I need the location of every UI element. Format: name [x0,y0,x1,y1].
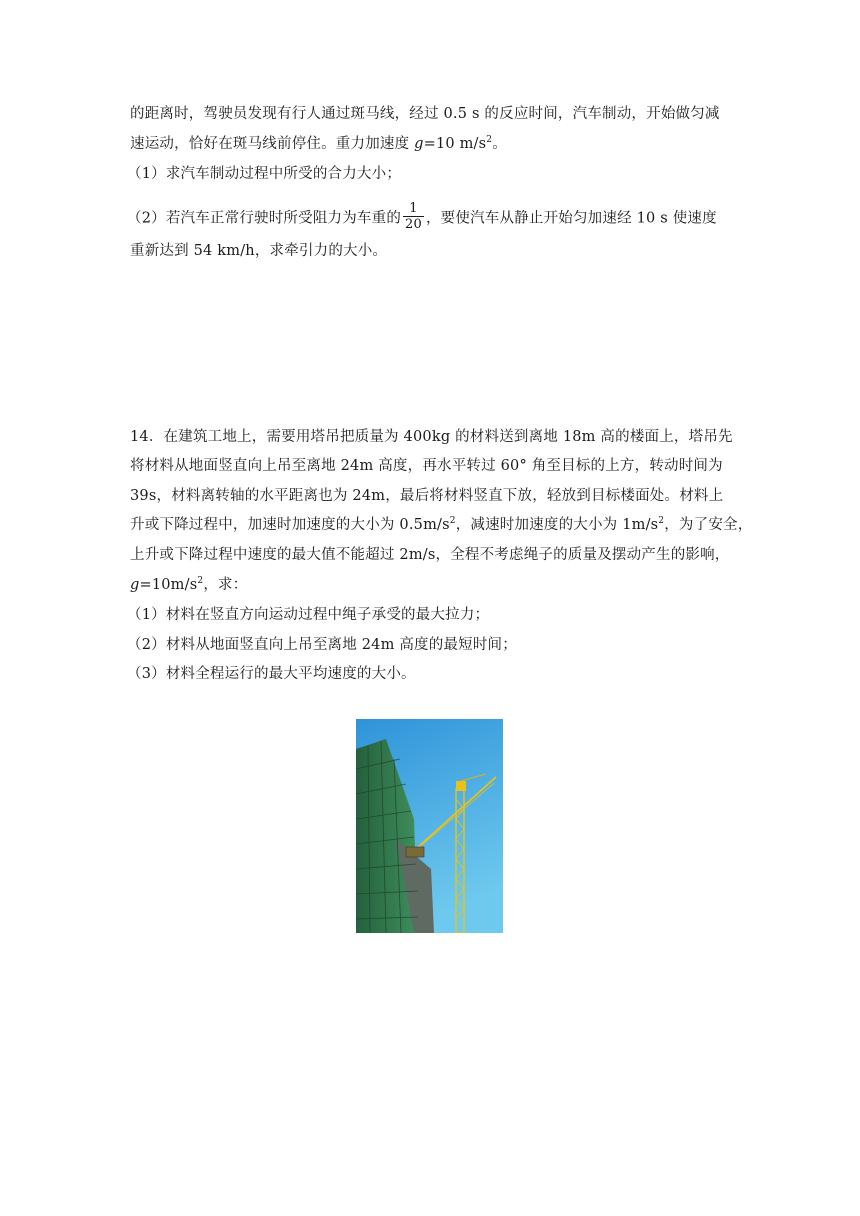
p13-line-2-text: 速运动，恰好在斑马线前停住。重力加速度 [130,136,415,152]
p14-line-4c: ，为了安全， [664,517,753,533]
p13-q2-post: ，要使汽车从静止开始匀加速经 10 s 使速度 [425,210,717,227]
p13-q2-line-2: 重新达到 54 km/h，求牵引力的大小。 [130,243,388,259]
p14-line-1: 14．在建筑工地上，需要用塔吊把质量为 400kg 的材料送到离地 18m 高的楼面上，塔吊先 [130,429,733,445]
fraction-numerator: 1 [403,201,424,217]
p13-q2-pre: （2）若汽车正常行驶时所受阻力为车重的 [127,210,402,227]
p13-question-1: （1）求汽车制动过程中所受的合力大小； [127,166,402,182]
p14-line-4b: ，减速时加速度的大小为 1m/s [455,517,659,533]
superscript-2: 2 [486,135,493,145]
crane-load [406,847,424,857]
gravity-value: =10m/s [139,577,198,593]
p14-question-1: （1）材料在竖直方向运动过程中绳子承受的最大拉力； [127,607,490,623]
p14-line-4a: 升或下降过程中，加速时加速度的大小为 0.5m/s [130,517,450,533]
p13-line-2 [130,134,507,154]
superscript-2: 2 [197,576,204,586]
p14-line-2: 将材料从地面竖直向上吊至离地 24m 高度，再水平转过 60° 角至目标的上方，转动时间为 [130,458,723,474]
gravity-value: =10 m/s [423,136,487,152]
p14-line-4 [130,515,752,535]
crane-construction-photo [356,719,503,933]
p14-line-6b: ，求： [203,577,248,593]
gravity-symbol: g [414,136,424,152]
period: 。 [492,136,507,152]
fraction-denominator: 20 [405,217,422,232]
crane-photo-illustration [356,719,503,933]
fraction-1-20 [403,201,424,232]
gravity-symbol: g [130,577,140,593]
p14-question-2: （2）材料从地面竖直向上吊至离地 24m 高度的最短时间； [127,637,517,653]
p14-line-3: 39s，材料离转轴的水平距离也为 24m，最后将材料竖直下放，轻放到目标楼面处。材料上 [130,488,724,504]
p14-line-5: 上升或下降过程中速度的最大值不能超过 2m/s，全程不考虑绳子的质量及摆动产生的影响， [130,547,730,563]
p14-line-6 [130,575,247,595]
superscript-2: 2 [449,516,456,526]
superscript-2: 2 [658,516,665,526]
p14-question-3: （3）材料全程运行的最大平均速度的大小。 [127,666,416,682]
p13-question-2 [127,203,717,234]
p13-line-1: 的距离时，驾驶员发现有行人通过斑马线，经过 0.5 s 的反应时间，汽车制动，开始做匀减 [130,106,720,122]
